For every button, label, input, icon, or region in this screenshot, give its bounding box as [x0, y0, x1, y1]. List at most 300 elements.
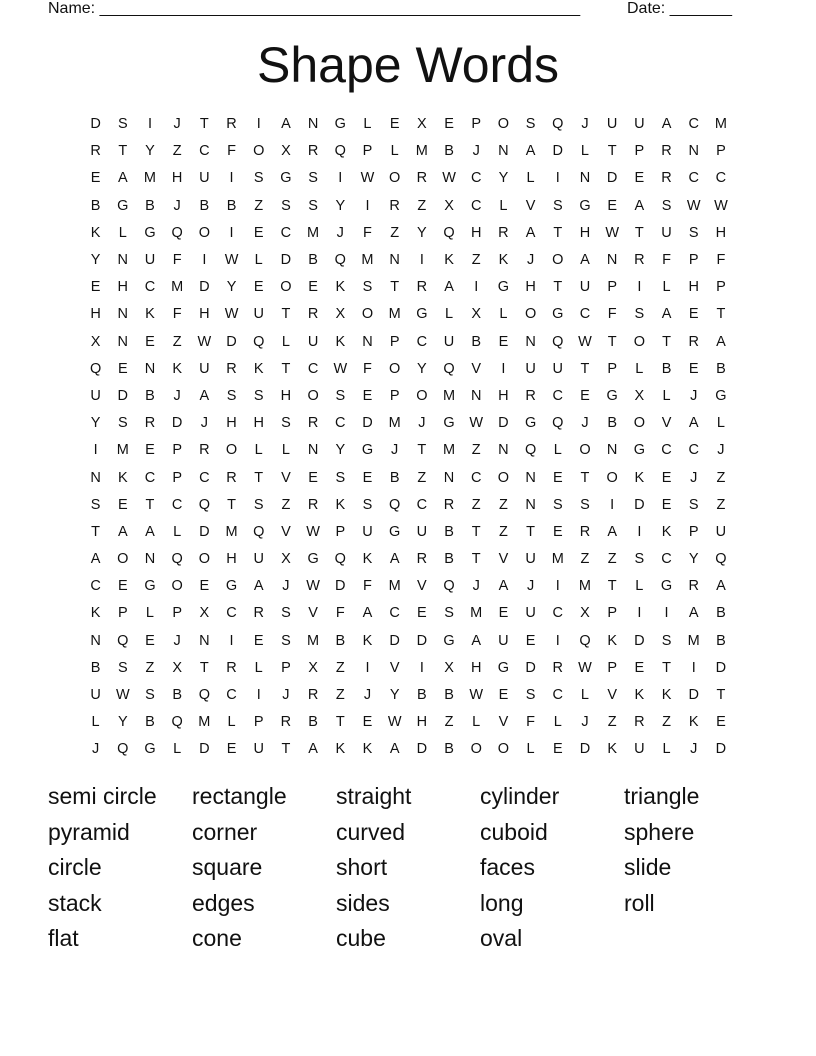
- grid-letter: L: [173, 523, 182, 540]
- grid-letter: R: [498, 224, 509, 241]
- grid-letter: P: [607, 360, 617, 377]
- grid-row: [82, 519, 735, 546]
- grid-letter: P: [607, 659, 617, 676]
- grid-letter: H: [90, 306, 101, 323]
- grid-letter: C: [171, 496, 183, 513]
- grid-letter: H: [579, 224, 591, 241]
- grid-letter: S: [253, 170, 264, 187]
- grid-row: [82, 193, 735, 220]
- grid-letter: V: [471, 360, 482, 377]
- grid-letter: Y: [335, 442, 346, 459]
- grid-letter: O: [198, 551, 210, 568]
- grid-letter: S: [634, 551, 645, 568]
- grid-letter: R: [661, 170, 672, 187]
- grid-row: [82, 682, 735, 709]
- grid-row: [82, 736, 735, 763]
- grid-letter: Z: [281, 496, 291, 513]
- grid-letter: R: [525, 387, 536, 404]
- grid-letter: Q: [117, 632, 129, 649]
- grid-letter: P: [471, 116, 482, 133]
- grid-letter: B: [199, 197, 210, 214]
- grid-letter: R: [416, 551, 428, 568]
- grid-letter: O: [280, 279, 292, 296]
- grid-letter: J: [526, 578, 535, 595]
- grid-row: [82, 165, 735, 192]
- grid-letter: E: [498, 605, 509, 622]
- grid-letter: B: [145, 387, 155, 404]
- grid-letter: T: [716, 687, 726, 704]
- grid-letter: O: [470, 741, 482, 758]
- grid-letter: B: [145, 714, 155, 731]
- grid-letter: K: [90, 224, 101, 241]
- grid-letter: T: [199, 659, 209, 676]
- grid-letter: B: [444, 143, 454, 160]
- grid-row: [82, 301, 735, 328]
- grid-letter: Q: [552, 333, 564, 350]
- grid-letter: N: [498, 143, 509, 160]
- grid-letter: K: [335, 279, 346, 296]
- grid-letter: S: [90, 496, 101, 513]
- grid-letter: F: [363, 224, 372, 241]
- grid-letter: A: [607, 523, 617, 540]
- grid-letter: U: [634, 741, 645, 758]
- grid-letter: Q: [117, 741, 129, 758]
- grid-letter: Y: [417, 224, 427, 241]
- grid-letter: U: [199, 170, 210, 187]
- grid-letter: U: [525, 605, 536, 622]
- grid-letter: I: [338, 170, 343, 187]
- grid-letter: Z: [498, 496, 508, 513]
- grid-letter: C: [552, 687, 564, 704]
- grid-letter: I: [555, 578, 560, 595]
- grid-letter: W: [224, 252, 239, 269]
- grid-letter: X: [308, 659, 318, 676]
- grid-letter: T: [471, 551, 481, 568]
- grid-letter: S: [688, 224, 699, 241]
- grid-letter: K: [688, 714, 699, 731]
- grid-letter: E: [552, 741, 563, 758]
- grid-letter: A: [498, 578, 509, 595]
- grid-letter: Z: [662, 714, 671, 731]
- grid-letter: O: [198, 224, 210, 241]
- word-list-item: faces: [480, 854, 535, 880]
- grid-letter: R: [226, 469, 237, 486]
- grid-letter: A: [389, 551, 400, 568]
- grid-letter: Q: [171, 551, 183, 568]
- grid-letter: U: [525, 551, 536, 568]
- grid-letter: N: [470, 387, 482, 404]
- grid-letter: M: [415, 143, 428, 160]
- grid-letter: T: [607, 143, 617, 160]
- grid-letter: L: [499, 197, 508, 214]
- grid-letter: T: [281, 741, 291, 758]
- grid-letter: K: [661, 523, 672, 540]
- grid-letter: P: [362, 143, 373, 160]
- grid-letter: X: [471, 306, 482, 323]
- grid-letter: R: [226, 116, 237, 133]
- grid-letter: B: [90, 197, 101, 214]
- grid-letter: T: [281, 360, 291, 377]
- grid-letter: N: [117, 306, 129, 323]
- grid-letter: N: [579, 170, 591, 187]
- grid-letter: G: [361, 442, 374, 459]
- grid-letter: R: [634, 252, 645, 269]
- grid-letter: D: [199, 523, 210, 540]
- grid-letter: M: [361, 252, 374, 269]
- grid-letter: I: [365, 197, 370, 214]
- grid-letter: A: [580, 252, 590, 269]
- grid-letter: A: [661, 116, 672, 133]
- word-list-item: curved: [336, 818, 406, 845]
- grid-letter: A: [281, 116, 291, 133]
- grid-letter: N: [117, 333, 129, 350]
- grid-letter: T: [227, 496, 236, 513]
- grid-letter: G: [524, 415, 537, 432]
- word-list-item: straight: [336, 783, 412, 809]
- grid-letter: T: [281, 306, 291, 323]
- grid-letter: L: [444, 306, 454, 323]
- grid-letter: A: [362, 605, 373, 622]
- grid-letter: G: [579, 197, 591, 214]
- grid-letter: D: [171, 415, 183, 432]
- grid-letter: J: [472, 578, 480, 595]
- grid-letter: E: [417, 605, 427, 622]
- grid-letter: L: [553, 714, 562, 731]
- grid-letter: H: [253, 415, 264, 432]
- grid-letter: L: [526, 741, 535, 758]
- grid-letter: S: [253, 387, 264, 404]
- grid-letter: A: [525, 224, 536, 241]
- grid-letter: H: [199, 306, 210, 323]
- grid-letter: Z: [471, 442, 481, 459]
- grid-letter: P: [172, 469, 182, 486]
- grid-letter: I: [365, 659, 370, 676]
- grid-letter: F: [227, 143, 236, 160]
- grid-letter: L: [118, 224, 127, 241]
- word-list-item: cylinder: [480, 783, 560, 809]
- grid-letter: D: [498, 415, 509, 432]
- grid-letter: V: [281, 469, 291, 486]
- grid-letter: I: [555, 632, 560, 649]
- grid-letter: N: [144, 551, 156, 568]
- grid-letter: T: [634, 224, 644, 241]
- grid-letter: P: [253, 714, 264, 731]
- grid-letter: D: [715, 741, 727, 758]
- grid-letter: D: [416, 741, 428, 758]
- grid-letter: F: [363, 578, 372, 595]
- grid-letter: E: [525, 632, 536, 649]
- grid-letter: I: [555, 170, 560, 187]
- grid-letter: C: [389, 605, 400, 622]
- grid-letter: E: [498, 687, 509, 704]
- grid-letter: M: [307, 632, 320, 649]
- grid-letter: Q: [579, 632, 591, 649]
- grid-letter: L: [472, 714, 481, 731]
- grid-letter: K: [117, 469, 128, 486]
- grid-letter: K: [634, 687, 645, 704]
- grid-letter: F: [607, 306, 617, 323]
- grid-letter: N: [606, 442, 618, 459]
- grid-letter: T: [145, 496, 155, 513]
- grid-letter: Q: [334, 252, 346, 269]
- grid-letter: Y: [498, 170, 509, 187]
- grid-letter: F: [662, 252, 671, 269]
- grid-letter: H: [498, 387, 509, 404]
- grid-letter: R: [688, 578, 699, 595]
- grid-letter: J: [173, 116, 181, 133]
- grid-letter: S: [226, 387, 237, 404]
- grid-letter: B: [145, 197, 155, 214]
- grid-letter: J: [282, 578, 290, 595]
- grid-letter: L: [662, 387, 671, 404]
- grid-letter: M: [442, 442, 456, 459]
- grid-row: [82, 247, 735, 274]
- grid-letter: B: [716, 360, 726, 377]
- grid-letter: I: [501, 360, 506, 377]
- grid-letter: T: [716, 306, 726, 323]
- grid-letter: H: [715, 224, 727, 241]
- grid-letter: X: [580, 605, 590, 622]
- grid-letter: P: [607, 605, 617, 622]
- grid-letter: D: [117, 387, 129, 404]
- grid-letter: O: [307, 387, 319, 404]
- grid-letter: S: [552, 496, 563, 513]
- grid-letter: S: [253, 496, 264, 513]
- grid-letter: J: [91, 741, 100, 758]
- grid-letter: I: [256, 116, 261, 133]
- grid-letter: B: [308, 252, 318, 269]
- grid-letter: O: [524, 306, 537, 323]
- grid-letter: V: [498, 551, 509, 568]
- grid-letter: X: [444, 197, 454, 214]
- grid-letter: C: [470, 197, 482, 214]
- grid-letter: N: [606, 252, 618, 269]
- grid-letter: V: [498, 714, 509, 731]
- grid-letter: Z: [254, 197, 264, 214]
- grid-row: [82, 573, 735, 600]
- grid-letter: E: [145, 442, 155, 459]
- grid-letter: N: [525, 333, 536, 350]
- grid-letter: P: [716, 143, 726, 160]
- grid-letter: N: [90, 632, 101, 649]
- grid-letter: L: [635, 578, 644, 595]
- grid-letter: G: [334, 116, 346, 133]
- word-list-item: cube: [336, 925, 386, 951]
- grid-letter: S: [117, 659, 128, 676]
- grid-letter: Z: [444, 714, 454, 731]
- grid-letter: C: [688, 442, 699, 459]
- grid-letter: G: [307, 551, 319, 568]
- grid-letter: R: [661, 143, 672, 160]
- grid-letter: D: [389, 632, 400, 649]
- grid-letter: D: [579, 741, 591, 758]
- grid-letter: W: [469, 687, 484, 704]
- grid-letter: B: [661, 360, 672, 377]
- grid-letter: B: [607, 415, 617, 432]
- grid-letter: C: [416, 333, 428, 350]
- grid-letter: S: [580, 496, 590, 513]
- grid-letter: C: [715, 170, 727, 187]
- word-list-item: pyramid: [48, 818, 130, 845]
- grid-letter: Y: [145, 143, 155, 160]
- grid-letter: T: [118, 143, 128, 160]
- grid-letter: J: [581, 116, 589, 133]
- grid-letter: J: [418, 415, 426, 432]
- grid-letter: T: [607, 333, 617, 350]
- grid-letter: S: [308, 170, 318, 187]
- grid-letter: L: [526, 170, 535, 187]
- grid-letter: L: [662, 279, 671, 296]
- grid-letter: G: [497, 659, 510, 676]
- grid-letter: O: [389, 360, 401, 377]
- grid-letter: C: [470, 170, 482, 187]
- grid-letter: A: [389, 741, 400, 758]
- grid-letter: N: [199, 632, 210, 649]
- grid-letter: W: [333, 360, 348, 377]
- grid-letter: Z: [390, 224, 400, 241]
- grid-letter: T: [199, 116, 209, 133]
- grid-letter: W: [306, 523, 320, 540]
- grid-letter: H: [688, 279, 699, 296]
- grid-letter: I: [664, 605, 669, 622]
- grid-letter: Z: [471, 496, 481, 513]
- grid-letter: L: [254, 659, 263, 676]
- grid-letter: U: [144, 252, 156, 269]
- grid-letter: E: [253, 632, 264, 649]
- grid-letter: R: [307, 306, 319, 323]
- grid-letter: E: [634, 170, 645, 187]
- grid-letter: U: [307, 333, 319, 350]
- grid-row: [82, 383, 735, 410]
- grid-row: [82, 464, 735, 491]
- grid-letter: S: [281, 632, 291, 649]
- word-list-item: sides: [336, 889, 390, 916]
- grid-letter: G: [443, 632, 455, 649]
- grid-letter: O: [253, 143, 265, 160]
- grid-letter: S: [281, 605, 291, 622]
- grid-letter: P: [716, 279, 726, 296]
- grid-letter: O: [552, 252, 564, 269]
- grid-letter: Z: [172, 333, 182, 350]
- grid-letter: Q: [171, 224, 183, 241]
- grid-letter: Y: [389, 687, 400, 704]
- grid-letter: K: [444, 252, 454, 269]
- grid-letter: J: [581, 714, 589, 731]
- grid-letter: G: [225, 578, 238, 595]
- grid-letter: X: [172, 659, 182, 676]
- grid-letter: P: [172, 442, 182, 459]
- grid-row: [82, 437, 735, 464]
- grid-letter: O: [389, 170, 401, 187]
- grid-letter: Z: [417, 469, 427, 486]
- grid-letter: Z: [607, 714, 617, 731]
- grid-letter: S: [281, 197, 291, 214]
- grid-letter: G: [660, 578, 673, 595]
- grid-letter: Q: [198, 496, 210, 513]
- grid-letter: M: [225, 523, 238, 540]
- grid-letter: K: [335, 741, 346, 758]
- grid-letter: T: [662, 659, 671, 676]
- grid-letter: S: [525, 687, 536, 704]
- grid-letter: J: [526, 252, 535, 269]
- grid-letter: A: [716, 333, 726, 350]
- grid-letter: Q: [552, 415, 564, 432]
- grid-letter: H: [470, 659, 482, 676]
- grid-letter: A: [471, 632, 482, 649]
- grid-letter: S: [335, 469, 346, 486]
- grid-letter: R: [307, 687, 319, 704]
- grid-letter: L: [635, 360, 644, 377]
- grid-letter: O: [497, 116, 510, 133]
- grid-letter: W: [578, 333, 592, 350]
- grid-letter: G: [144, 578, 156, 595]
- grid-letter: N: [90, 469, 101, 486]
- grid-letter: C: [144, 279, 156, 296]
- grid-letter: S: [362, 279, 373, 296]
- grid-letter: X: [417, 116, 427, 133]
- grid-letter: U: [634, 116, 645, 133]
- grid-letter: A: [634, 197, 645, 214]
- grid-letter: K: [634, 469, 645, 486]
- grid-letter: Z: [417, 197, 427, 214]
- grid-letter: I: [637, 279, 642, 296]
- grid-letter: C: [552, 605, 564, 622]
- grid-letter: P: [172, 605, 182, 622]
- grid-letter: J: [200, 415, 208, 432]
- grid-letter: S: [308, 197, 318, 214]
- grid-letter: C: [307, 360, 319, 377]
- grid-letter: E: [444, 116, 454, 133]
- grid-letter: N: [525, 469, 536, 486]
- grid-letter: J: [173, 197, 181, 214]
- grid-letter: U: [443, 333, 455, 350]
- grid-letter: L: [716, 415, 725, 432]
- grid-letter: Q: [552, 116, 564, 133]
- grid-letter: R: [552, 659, 564, 676]
- grid-letter: E: [362, 714, 373, 731]
- grid-letter: S: [661, 197, 672, 214]
- grid-letter: P: [634, 143, 645, 160]
- grid-letter: R: [416, 170, 428, 187]
- grid-letter: U: [253, 741, 264, 758]
- grid-letter: E: [90, 279, 101, 296]
- grid-letter: K: [335, 333, 346, 350]
- grid-letter: A: [145, 523, 155, 540]
- grid-letter: R: [416, 279, 428, 296]
- grid-letter: E: [253, 224, 264, 241]
- grid-letter: C: [335, 415, 346, 432]
- grid-letter: Z: [716, 469, 726, 486]
- grid-letter: L: [499, 306, 508, 323]
- grid-letter: I: [637, 605, 642, 622]
- grid-letter: A: [117, 523, 128, 540]
- grid-letter: B: [716, 632, 726, 649]
- grid-letter: A: [308, 741, 318, 758]
- grid-letter: R: [199, 442, 210, 459]
- grid-letter: L: [363, 116, 372, 133]
- grid-letter: U: [253, 306, 264, 323]
- grid-letter: A: [688, 605, 699, 622]
- grid-letter: A: [253, 578, 264, 595]
- grid-letter: M: [578, 578, 592, 595]
- grid-row: [82, 356, 735, 383]
- grid-letter: I: [93, 442, 98, 459]
- grid-letter: A: [525, 143, 536, 160]
- grid-letter: E: [117, 578, 128, 595]
- grid-letter: T: [471, 523, 481, 540]
- grid-letter: E: [308, 469, 318, 486]
- grid-letter: C: [199, 143, 210, 160]
